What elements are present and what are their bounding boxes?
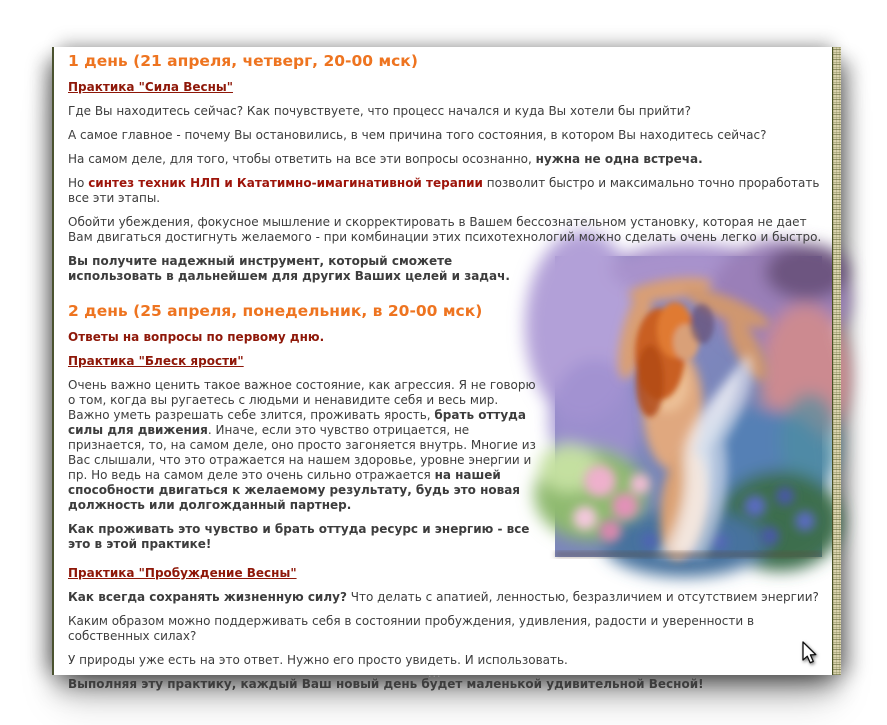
day2-paragraph-5: У природы уже есть на это ответ. Нужно его просто увидеть. И использовать. <box>68 653 568 667</box>
day1-p4-pre: Но <box>68 176 89 190</box>
day2-p3-bold: Как всегда сохранять жизненную силу? <box>68 590 347 604</box>
day1-p4-red-highlight: синтез техник НЛП и Кататимно-имагинативной терапии <box>88 176 483 190</box>
day2-heading: 2 день (25 апреля, понедельник, в 20-00 мск) <box>68 302 483 320</box>
practice-sila-vesny-row <box>68 80 822 95</box>
day2-p1-c: . Иначе, если это чувство отрицается, не признается, то, на самом деле, оно просто загоняется внутрь. Многие из Вас слышали, что это отражается на нашем здоровье, уровне энергии и пр. Но ведь на самом деле это очень сильно отражается <box>68 423 536 482</box>
page-border-pattern <box>832 47 841 675</box>
day1-paragraph-5: Обойти убеждения, фокусное мышление и скорректировать в Вашем бессознательном установку, которая не дает Вам двигаться достигнуть желаемого - при комбинации этих психотехнологий можно сделать очень легко и быстро. <box>68 215 822 244</box>
clipped-text-fragment: ... <box>428 667 442 680</box>
day1-paragraph-6-bold: Вы получите надежный инструмент, который сможете использовать в дальнейшем для других Ваших целей и задач. <box>68 254 510 283</box>
day1-paragraph-4 <box>68 176 822 206</box>
page-content <box>54 47 841 691</box>
mouse-cursor-icon <box>798 640 822 668</box>
day1-heading: 1 день (21 апреля, четверг, 20-00 мск) <box>68 52 418 70</box>
practice-blesk-yarosti-link[interactable]: Практика "Блеск ярости" <box>68 354 244 368</box>
day2-paragraph-3 <box>68 590 822 605</box>
practice-sila-vesny-link[interactable]: Практика "Сила Весны" <box>68 80 233 94</box>
spring-goddess-painting-image <box>555 256 822 557</box>
day2-p3-rest: Что делать с апатией, ленностью, безразличием и отсутствием энергии? <box>346 590 819 604</box>
day2-paragraph-6-bold: Выполняя эту практику, каждый Ваш новый день будет маленькой удивительной Весной! <box>68 677 704 691</box>
day2-p1-a: Очень важно ценить такое важное состояние, как агрессия. Я не говорю о том, когда вы ругаетесь с людьми и ненавидите себя и весь мир. Важно уметь разрешать себе злится, проживать ярость, <box>68 378 536 422</box>
day1-p3-text: На самом деле, для того, чтобы ответить на все эти вопросы осознанно, <box>68 152 536 166</box>
day2-answers-subheading: Ответы на вопросы по первому дню. <box>68 330 325 344</box>
day2-paragraph-2-bold: Как проживать это чувство и брать оттуда ресурс и энергию - все это в этой практике! <box>68 522 530 551</box>
day2-p1-b-bold: брать оттуда силы для движения <box>68 408 526 437</box>
practice-probuzhdenie-vesny-link[interactable]: Практика "Пробуждение Весны" <box>68 566 297 580</box>
page-sheet <box>52 47 841 691</box>
day1-paragraph-1: Где Вы находитесь сейчас? Как почувствуете, что процесс начался и куда Вы хотели бы прийти? <box>68 104 691 118</box>
day1-paragraph-3 <box>68 152 822 167</box>
day2-paragraph-4: Каким образом можно поддерживать себя в состоянии пробуждения, удивления, радости и уверенности в собственных силах? <box>68 614 755 643</box>
day1-paragraph-2: А самое главное - почему Вы остановились, в чем причина того состояния, в котором Вы находитесь сейчас? <box>68 128 767 142</box>
day2-p1-d-bold: на нашей способности двигаться к желаемому результату, будь это новая должность или долгожданный партнер. <box>68 468 521 512</box>
day1-p4-post: позволит быстро и максимально точно проработать все эти этапы. <box>68 176 820 205</box>
day1-p3-bold: нужна не одна встреча. <box>535 152 703 166</box>
